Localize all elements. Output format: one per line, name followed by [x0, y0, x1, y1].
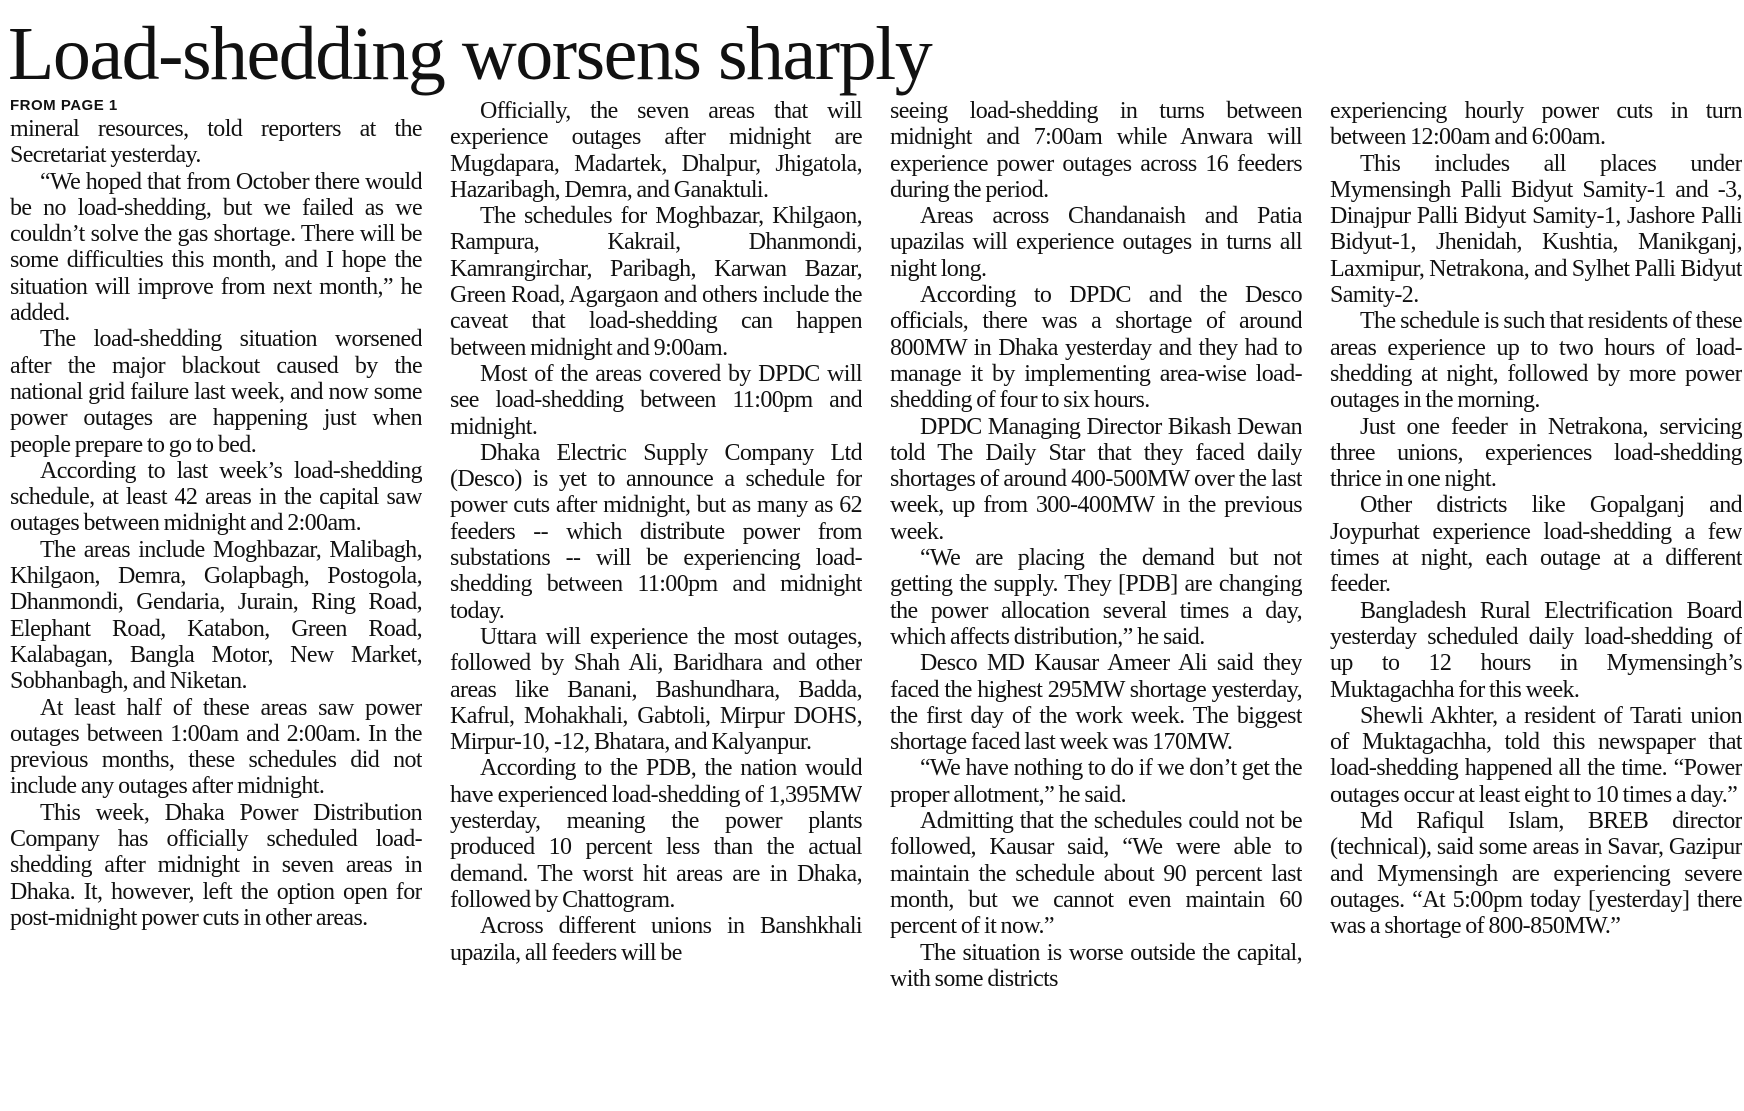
paragraph: The areas include Moghbazar, Malibagh, Khilgaon, Demra, Golapbagh, Postogola, Dhanmondi, Gendaria, Jurain, Ring Road, Elephant Road, Katabon, Green Road, Kalabagan, Bangla Motor, New Market, Sobhanbagh, and Niketan. [10, 536, 422, 695]
paragraph: experiencing hourly power cuts in turn between 12:00am and 6:00am. [1330, 98, 1742, 151]
paragraph: seeing load-shedding in turns between midnight and 7:00am while Anwara will experience power outages across 16 feeders during the period. [890, 98, 1302, 203]
paragraph: The schedules for Moghbazar, Khilgaon, Rampura, Kakrail, Dhanmondi, Kamrangirchar, Paribagh, Karwan Bazar, Green Road, Agargaon and others include the caveat that load-shedding can happen between midnight and 9:00am. [450, 203, 862, 361]
column-2 [450, 98, 862, 1106]
paragraph: The schedule is such that residents of these areas experience up to two hours of load-shedding at night, followed by more power outages in the morning. [1330, 308, 1742, 414]
paragraph: “We are placing the demand but not getting the supply. They [PDB] are changing the power allocation several times a day, which affects distribution,” he said. [890, 545, 1302, 650]
paragraph: “We have nothing to do if we don’t get the proper allotment,” he said. [890, 755, 1302, 808]
paragraph: Shewli Akhter, a resident of Tarati union of Muktagachha, told this newspaper that load-shedding happened all the time. “Power outages occur at least eight to 10 times a day.” [1330, 702, 1742, 808]
paragraph: Md Rafiqul Islam, BREB director (technical), said some areas in Savar, Gazipur and Mymensingh are experiencing severe outages. “At 5:00pm today [yesterday] there was a shortage of 800-850MW.” [1330, 808, 1742, 940]
paragraph: According to DPDC and the Desco officials, there was a shortage of around 800MW in Dhaka yesterday and they had to manage it by implementing area-wise load-shedding of four to six hours. [890, 282, 1302, 414]
paragraph: Officially, the seven areas that will experience outages after midnight are Mugdapara, Madartek, Dhalpur, Jhigatola, Hazaribagh, Demra, and Ganaktuli. [450, 98, 862, 203]
headline: Load-shedding worsens sharply [8, 12, 932, 96]
paragraph: Admitting that the schedules could not be followed, Kausar said, “We were able to maintain the schedule about 90 percent last month, but we cannot even maintain 60 percent of it now.” [890, 808, 1302, 940]
jump-label: FROM PAGE 1 [10, 98, 118, 114]
paragraph: Just one feeder in Netrakona, servicing three unions, experiences load-shedding thrice in one night. [1330, 413, 1742, 493]
paragraph: The situation is worse outside the capital, with some districts [890, 939, 1302, 992]
paragraph: The load-shedding situation worsened after the major blackout caused by the national grid failure last week, and now some power outages are happening just when people prepare to go to bed. [10, 326, 422, 458]
paragraph: According to last week’s load-shedding schedule, at least 42 areas in the capital saw outages between midnight and 2:00am. [10, 457, 422, 537]
column-4 [1330, 98, 1742, 1106]
column-1 [10, 98, 422, 1106]
paragraph: DPDC Managing Director Bikash Dewan told The Daily Star that they faced daily shortages of around 400-500MW over the last week, up from 300-400MW in the previous week. [890, 413, 1302, 545]
column-3 [890, 98, 1302, 1106]
paragraph: Areas across Chandanaish and Patia upazilas will experience outages in turns all night long. [890, 203, 1302, 282]
paragraph: Uttara will experience the most outages, followed by Shah Ali, Baridhara and other areas like Banani, Bashundhara, Badda, Kafrul, Mohakhali, Gabtoli, Mirpur DOHS, Mirpur-10, -12, Bhatara, and Kalyanpur. [450, 623, 862, 756]
paragraph: Bangladesh Rural Electrification Board yesterday scheduled daily load-shedding of up to 12 hours in Mymensingh’s Muktagachha for this week. [1330, 597, 1742, 703]
paragraph: mineral resources, told reporters at the Secretariat yesterday. [10, 116, 422, 169]
paragraph: Across different unions in Banshkhali upazila, all feeders will be [450, 913, 862, 966]
article-body [10, 98, 1742, 1106]
paragraph: Most of the areas covered by DPDC will see load-shedding between 11:00pm and midnight. [450, 360, 862, 440]
paragraph: At least half of these areas saw power outages between 1:00am and 2:00am. In the previous months, these schedules did not include any outages after midnight. [10, 694, 422, 800]
paragraph: “We hoped that from October there would be no load-shedding, but we failed as we couldn’t solve the gas shortage. There will be some difficulties this month, and I hope the situation will improve from next month,” he added. [10, 168, 422, 327]
paragraph: Other districts like Gopalganj and Joypurhat experience load-shedding a few times at night, each outage at a different feeder. [1330, 492, 1742, 598]
paragraph: Dhaka Electric Supply Company Ltd (Desco) is yet to announce a schedule for power cuts after midnight, but as many as 62 feeders -- which distribute power from substations -- will be experiencing load-shedding between 11:00pm and midnight today. [450, 439, 862, 624]
paragraph: According to the PDB, the nation would have experienced load-shedding of 1,395MW yesterday, meaning the power plants produced 10 percent less than the actual demand. The worst hit areas are in Dhaka, followed by Chattogram. [450, 755, 862, 913]
paragraph: This week, Dhaka Power Distribution Company has officially scheduled load-shedding after midnight in seven areas in Dhaka. It, however, left the option open for post-midnight power cuts in other areas. [10, 799, 422, 931]
paragraph: This includes all places under Mymensingh Palli Bidyut Samity-1 and -3, Dinajpur Palli Bidyut Samity-1, Jashore Palli Bidyut-1, Jhenidah, Kushtia, Manikganj, Laxmipur, Netrakona, and Sylhet Palli Bidyut Samity-2. [1330, 150, 1742, 309]
paragraph: Desco MD Kausar Ameer Ali said they faced the highest 295MW shortage yesterday, the first day of the work week. The biggest shortage faced last week was 170MW. [890, 650, 1302, 756]
